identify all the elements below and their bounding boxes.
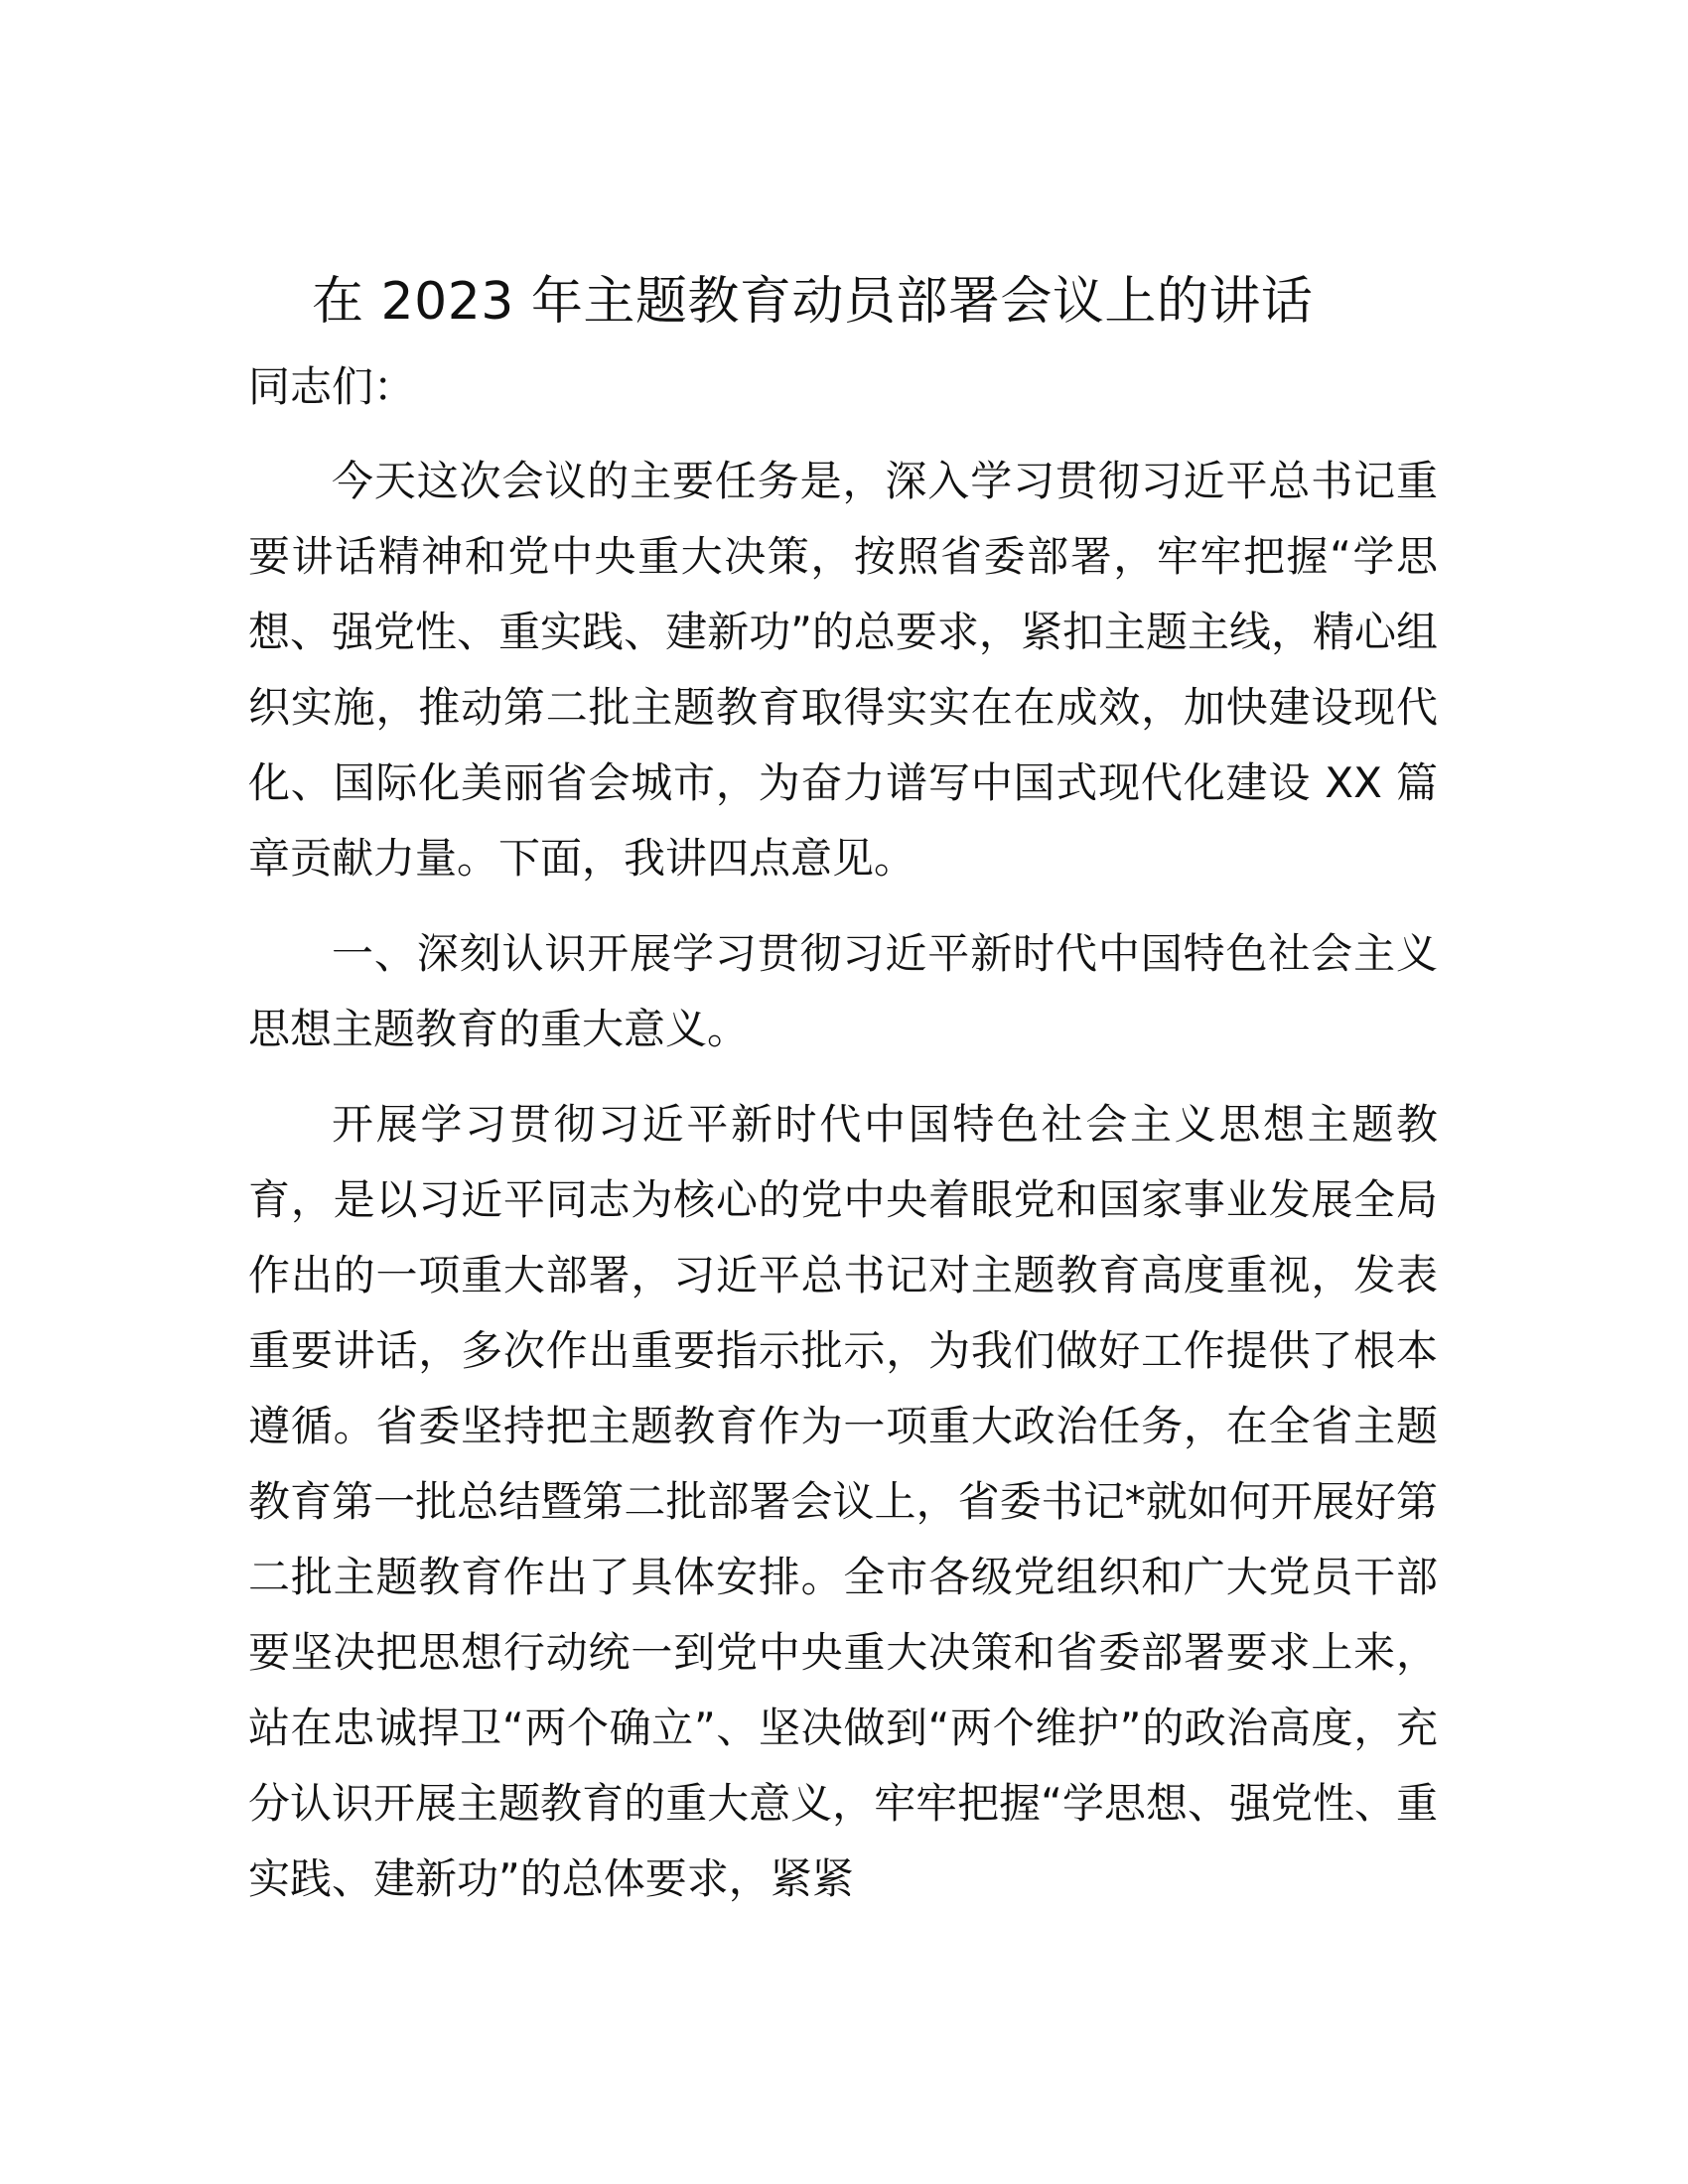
paragraph-section-1: 开展学习贯彻习近平新时代中国特色社会主义思想主题教育，是以习近平同志为核心的党中央着眼党和国家事业发展全局作出的一项重大部署，习近平总书记对主题教育高度重视，发表重要讲话，多次作出重要指示批示，为我们做好工作提供了根本遵循。省委坚持把主题教育作为一项重大政治任务，在全省主题教育第一批总结暨第二批部署会议上，省委书记*就如何开展好第二批主题教育作出了具体安排。全市各级党组织和广大党员干部要坚决把思想行动统一到党中央重大决策和省委部署要求上来，站在忠诚捍卫“两个确立”、坚决做到“两个维护”的政治高度，充分认识开展主题教育的重大意义，牢牢把握“学思想、强党性、重实践、建新功”的总体要求，紧紧 xyxy=(248,1100,1438,1903)
section-heading-1: 一、深刻认识开展学习贯彻习近平新时代中国特色社会主义思想主题教育的重大意义。 xyxy=(248,929,1438,1053)
document-body xyxy=(248,263,1438,1937)
document-title: 在 2023 年主题教育动员部署会议上的讲话 xyxy=(312,272,1314,332)
salutation: 同志们： xyxy=(248,362,416,411)
paragraph-intro: 今天这次会议的主要任务是，深入学习贯彻习近平总书记重要讲话精神和党中央重大决策，按照省委部署，牢牢把握“学思想、强党性、重实践、建新功”的总要求，紧扣主题主线，精心组织实施，推动第二批主题教育取得实实在在成效，加快建设现代化、国际化美丽省会城市，为奋力谱写中国式现代化建设 XX 篇章贡献力量。下面，我讲四点意见。 xyxy=(248,457,1438,883)
